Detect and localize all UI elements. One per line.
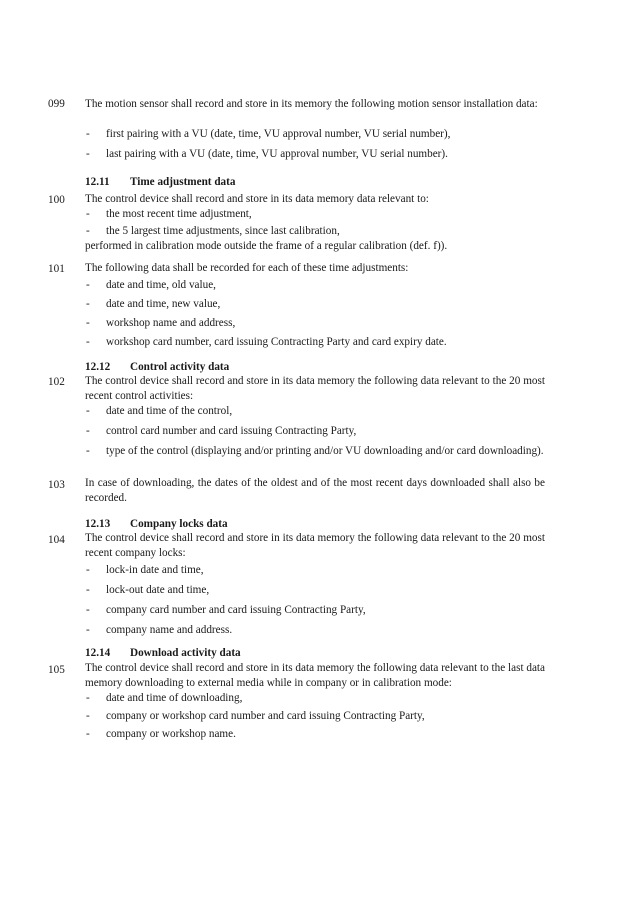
section-number: 12.12 — [85, 361, 111, 373]
list-item: - lock-out date and time, — [86, 584, 210, 596]
paragraph-text: The motion sensor shall record and store in its memory the following motion sensor installation data: — [85, 98, 538, 110]
section-heading — [85, 360, 229, 375]
section-heading — [85, 517, 228, 532]
list-item: - type of the control (displaying and/or printing and/or VU downloading and/or card downloading). — [86, 445, 544, 457]
section-title: Company locks data — [130, 518, 228, 530]
list-item: - control card number and card issuing Contracting Party, — [86, 425, 357, 437]
list-dash: - — [86, 208, 90, 220]
list-item: - the most recent time adjustment, — [86, 208, 252, 220]
paragraph-text: The following data shall be recorded for each of these time adjustments: — [85, 262, 409, 274]
list-item: - company name and address. — [86, 624, 233, 636]
list-dash: - — [86, 624, 90, 636]
paragraph-number: 104 — [48, 534, 65, 546]
list-item: - the 5 largest time adjustments, since last calibration, — [86, 225, 340, 237]
bullet-list — [85, 691, 545, 742]
paragraph-text: The control device shall record and store in its data memory the following data relevant to the last data memory downloading to external media while in company or in calibration mode: — [85, 662, 545, 689]
section-number: 12.13 — [85, 518, 111, 530]
bullet-list — [85, 563, 545, 638]
paragraph-text: The control device shall record and store in its data memory the following data relevant to the 20 most recent company locks: — [85, 532, 545, 559]
list-dash: - — [86, 128, 90, 140]
section-number: 12.14 — [85, 647, 111, 659]
bullet-list — [85, 207, 545, 239]
paragraph-number: 101 — [48, 263, 65, 275]
list-item: - date and time of downloading, — [86, 692, 243, 704]
list-dash: - — [86, 584, 90, 596]
bullet-list — [85, 278, 545, 350]
paragraph-number: 100 — [48, 194, 65, 206]
list-dash: - — [86, 298, 90, 310]
paragraph-text: The control device shall record and store in its data memory the following data relevant to the 20 most recent control activities: — [85, 375, 545, 402]
list-item: - company card number and card issuing Contracting Party, — [86, 604, 366, 616]
paragraph-number: 102 — [48, 376, 65, 388]
list-item: - last pairing with a VU (date, time, VU approval number, VU serial number). — [86, 148, 448, 160]
list-dash: - — [86, 728, 90, 740]
section-heading — [85, 646, 241, 661]
section-heading — [85, 175, 235, 190]
list-dash: - — [86, 405, 90, 417]
section-title: Download activity data — [130, 647, 241, 659]
paragraph-number: 103 — [48, 479, 65, 491]
section-title: Control activity data — [130, 361, 230, 373]
list-item: - date and time of the control, — [86, 405, 233, 417]
paragraph-number: 099 — [48, 98, 65, 110]
list-dash: - — [86, 317, 90, 329]
list-dash: - — [86, 425, 90, 437]
section-number: 12.11 — [85, 176, 110, 188]
list-dash: - — [86, 225, 90, 237]
paragraph-continuation: performed in calibration mode outside the frame of a regular calibration (def. f)). — [85, 240, 448, 252]
list-item: - company or workshop name. — [86, 728, 236, 740]
list-dash: - — [86, 604, 90, 616]
paragraph-number: 105 — [48, 664, 65, 676]
section-title: Time adjustment data — [130, 176, 236, 188]
list-item: - first pairing with a VU (date, time, VU approval number, VU serial number), — [86, 128, 451, 140]
list-item: - lock-in date and time, — [86, 564, 204, 576]
list-dash: - — [86, 279, 90, 291]
list-item: - company or workshop card number and card issuing Contracting Party, — [86, 710, 425, 722]
list-dash: - — [86, 336, 90, 348]
bullet-list — [85, 404, 545, 459]
paragraph-text: In case of downloading, the dates of the oldest and of the most recent days downloaded shall also be recorded. — [85, 477, 545, 504]
list-dash: - — [86, 564, 90, 576]
list-item: - workshop card number, card issuing Contracting Party and card expiry date. — [86, 336, 447, 348]
list-dash: - — [86, 445, 90, 457]
paragraph-text: The control device shall record and store in its data memory data relevant to: — [85, 193, 429, 205]
list-item: - date and time, old value, — [86, 279, 216, 291]
list-dash: - — [86, 710, 90, 722]
list-dash: - — [86, 148, 90, 160]
list-item: - workshop name and address, — [86, 317, 236, 329]
bullet-list — [85, 127, 545, 162]
list-dash: - — [86, 692, 90, 704]
list-item: - date and time, new value, — [86, 298, 221, 310]
